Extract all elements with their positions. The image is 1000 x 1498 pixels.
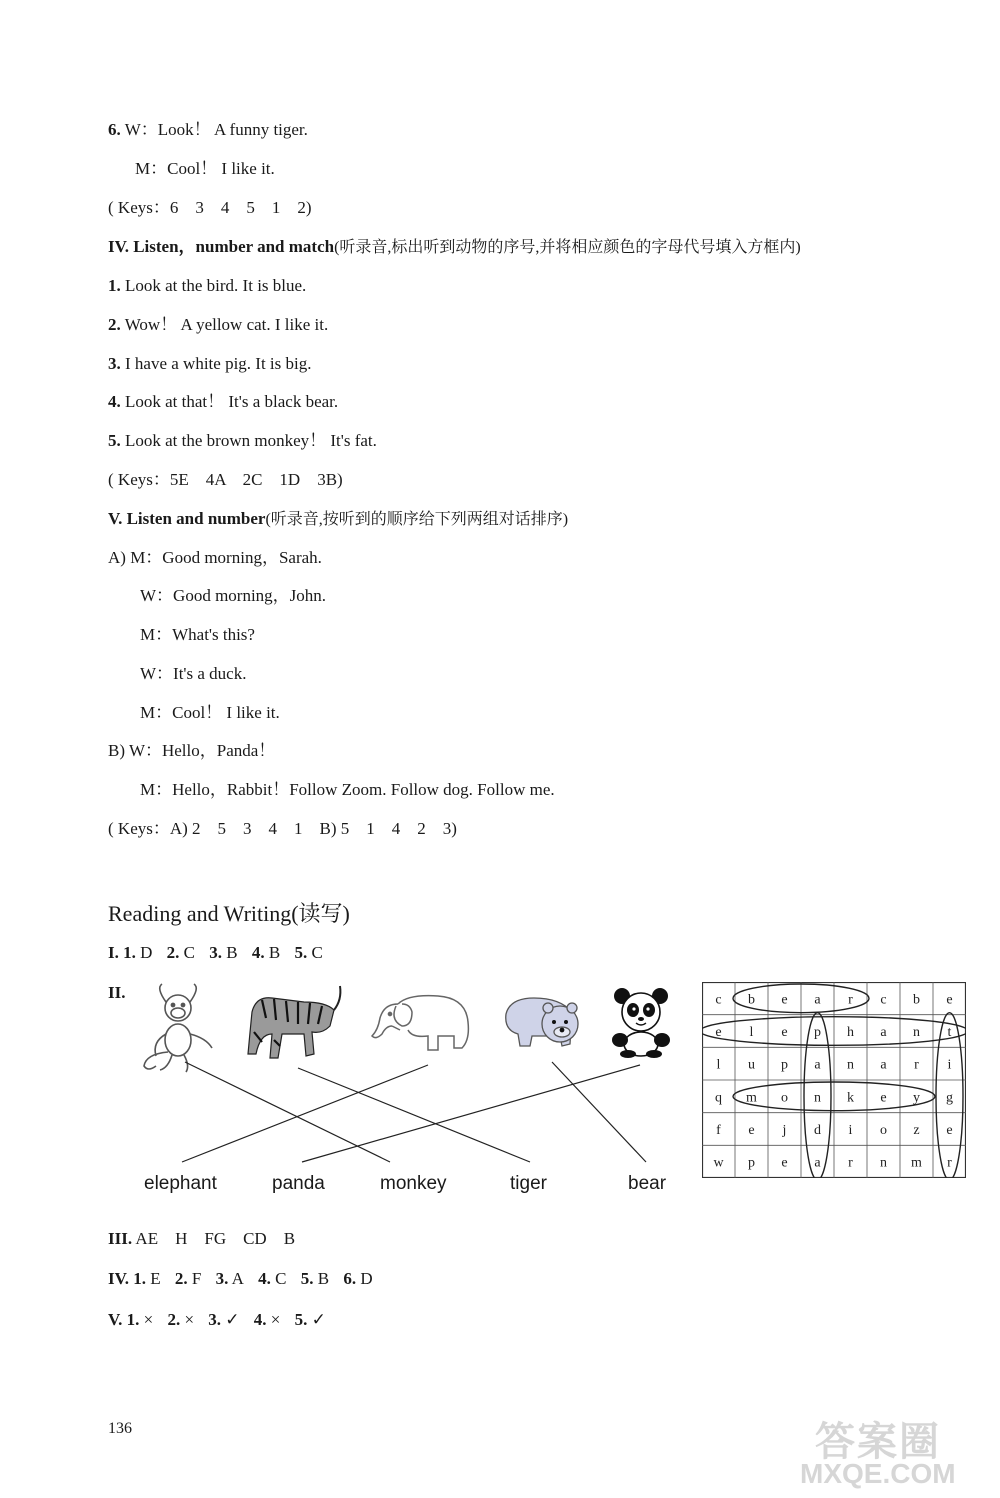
grid-letter: l [716,1057,721,1073]
answer-value: C [183,943,195,962]
dialogue-line: W：Look！ A funny tiger. [124,120,308,139]
answer-num: 2. [166,943,180,962]
answer-value: C [275,1269,287,1288]
dialogue-line: M：Cool！ I like it. [140,703,280,722]
grid-letter: n [913,1025,920,1040]
grid-letter: a [880,1057,887,1073]
grid-letter: e [946,1123,953,1138]
answer-value: × [184,1310,195,1329]
match-word-tiger: tiger [510,1173,547,1194]
answer-num: 1. [133,1269,146,1288]
answer-value: B [317,1269,330,1288]
rw-q3-answers [108,1228,295,1250]
grid-letter: t [947,1025,952,1040]
answer-num: 5. [294,1310,308,1329]
answer-num: 6. [343,1269,357,1288]
grid-letter: c [715,992,722,1008]
grid-letter: h [847,1025,854,1040]
grid-letter: w [713,1155,724,1171]
grid-letter: d [814,1123,821,1138]
dialogue-line: W：It's a duck. [140,664,247,683]
match-word-panda: panda [272,1173,325,1194]
answer-value: ✓ [311,1310,326,1329]
keys-line: ( Keys：6 3 4 5 1 2) [108,198,312,217]
answer-value: D [360,1269,373,1288]
answer-num: 5. [294,943,308,962]
match-word-elephant: elephant [144,1173,217,1194]
dialogue-line: B) W：Hello，Panda！ [108,741,276,760]
page-number: 136 [108,1420,132,1437]
grid-letter: y [913,1090,920,1106]
item-6-m: M：Cool！ I like it. [135,159,275,178]
answer-num: 3. [215,1269,229,1288]
grid-letter: o [880,1123,887,1138]
grid-letter: p [781,1057,788,1073]
item-text: I have a white pig. It is big. [125,354,312,373]
grid-letter: z [913,1123,920,1138]
keys-line: ( Keys：A) 2 5 3 4 1 B) 5 1 4 2 3) [108,819,457,838]
answer-num: 4. [258,1269,271,1288]
grid-letter: n [880,1155,887,1171]
section-roman: V. [108,509,123,528]
answer-value: × [270,1310,281,1329]
rw-q5-answers [108,1309,326,1331]
grid-letter: c [880,992,887,1008]
grid-letter: a [880,1025,887,1040]
grid-letter: e [715,1025,722,1040]
keys-line: ( Keys：5E 4A 2C 1D 3B) [108,470,343,489]
rw-q2-roman: II. [108,983,126,1002]
answer-num: 2. [174,1269,188,1288]
answer-value: AE H FG CD B [135,1229,296,1248]
dialogue-line: M：What's this? [140,625,255,644]
grid-letter: l [749,1025,754,1040]
answer-num: 3. [209,943,222,962]
match-line [182,1065,428,1162]
section-title: Listen，number and match [133,237,335,256]
item-text: Look at the bird. It is blue. [125,276,307,295]
grid-letter: u [748,1057,755,1073]
answer-num: 1. [126,1310,140,1329]
grid-letter: q [715,1090,722,1106]
grid-letter: g [946,1090,953,1106]
answer-num: 5. [300,1269,314,1288]
grid-letter: a [814,1057,821,1073]
section-roman: IV. [108,237,129,256]
section-title: Listen and number [126,509,266,528]
grid-letter: a [814,992,821,1008]
match-line [302,1065,640,1162]
answer-num: 4. [253,1310,267,1329]
grid-letter: p [748,1155,755,1171]
dialogue-line: A) M：Good morning，Sarah. [108,548,322,567]
item-num: 2. [108,315,121,334]
dialogue-line: M：Hello，Rabbit！Follow Zoom. Follow dog. Follow me. [140,780,555,799]
item-num: 5. [108,431,121,450]
match-word-bear: bear [628,1173,667,1194]
watermark-logo: 答案圈 [815,1420,941,1464]
item-text: Look at that！ It's a black bear. [125,392,339,411]
grid-letter: o [781,1090,788,1106]
match-line [298,1068,530,1162]
grid-letter: n [847,1057,854,1073]
question-roman: III. [108,1229,133,1248]
reading-writing-title: Reading and Writing(读写) [108,901,350,926]
item-num: 6. [108,120,121,139]
grid-letter: m [911,1155,922,1171]
match-word-monkey: monkey [380,1173,447,1194]
answer-value: × [143,1310,154,1329]
grid-letter: n [814,1090,821,1106]
grid-letter: r [914,1057,919,1073]
item-num: 4. [108,392,121,411]
section-note: (听录音,按听到的顺序给下列两组对话排序) [265,511,569,528]
rw-q4-answers [108,1268,373,1290]
answer-num: 4. [251,943,265,962]
grid-letter: r [848,1155,853,1171]
grid-letter: e [946,992,953,1008]
answer-value: F [191,1269,202,1288]
word-search-grid [702,982,966,1178]
answer-value: C [311,943,323,962]
grid-letter: b [913,992,920,1008]
dialogue-line: W：Good morning，John. [140,586,327,605]
grid-letter: r [947,1155,952,1171]
answer-value: ✓ [225,1310,240,1329]
section-note: (听录音,标出听到动物的序号,并将相应颜色的字母代号填入方框内) [334,239,801,256]
answer-num: 1. [123,943,136,962]
item-text: Look at the brown monkey！ It's fat. [125,431,377,450]
grid-letter: e [781,1155,788,1171]
grid-letter: k [847,1090,854,1106]
grid-letter: f [716,1123,721,1138]
grid-letter: i [848,1123,853,1138]
grid-letter: r [848,992,853,1008]
grid-letter: m [746,1090,757,1106]
watermark-url: MXQE.COM [800,1458,956,1489]
question-roman: I. [108,943,119,962]
grid-letter: e [781,1025,788,1040]
answer-value: A [231,1269,244,1288]
grid-letter: p [814,1025,821,1040]
match-line [185,1062,390,1162]
answer-num: 3. [208,1310,222,1329]
grid-letter: j [782,1123,787,1138]
answer-num: 2. [167,1310,181,1329]
item-num: 3. [108,354,121,373]
grid-letter: e [781,992,788,1008]
grid-letter: e [880,1090,887,1106]
grid-letter: e [748,1123,755,1138]
question-roman: IV. [108,1269,129,1288]
grid-letter: i [947,1057,952,1073]
grid-letter: a [814,1155,821,1171]
answer-value: B [226,943,238,962]
item-text: Wow！ A yellow cat. I like it. [124,315,329,334]
question-roman: V. [108,1310,123,1329]
answer-value: D [140,943,153,962]
item-num: 1. [108,276,121,295]
answer-value: E [150,1269,161,1288]
grid-letter: b [748,992,755,1008]
answer-value: B [268,943,281,962]
